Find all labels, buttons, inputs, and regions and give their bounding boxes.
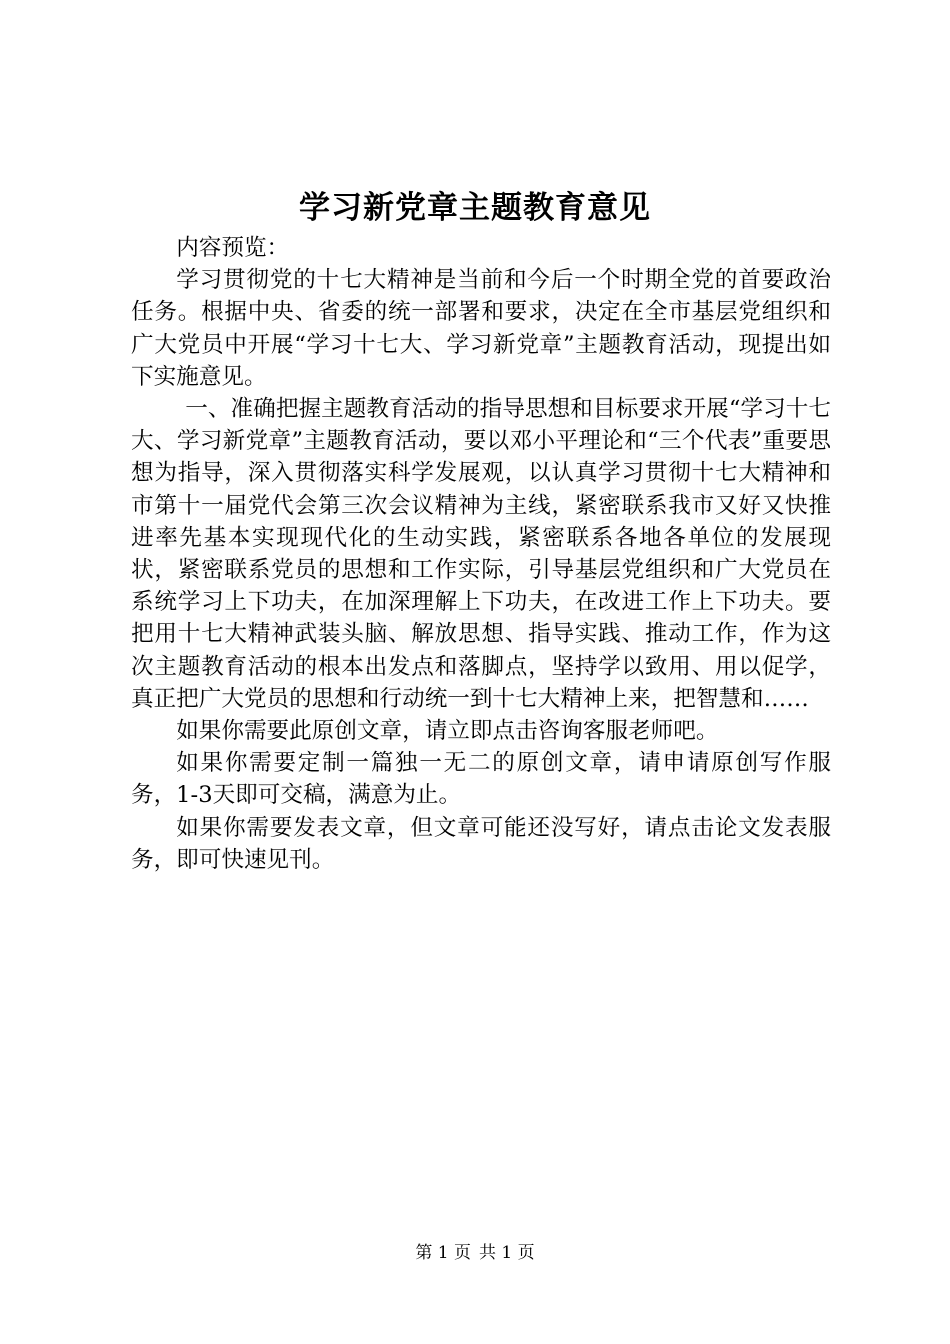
intro-paragraph: 学习贯彻党的十七大精神是当前和今后一个时期全党的首要政治任务。根据中央、省委的统一部署和要求，决定在全市基层党组织和广大党员中开展“学习十七大、学习新党章”主题教育活动，现提出如下实施意见。 <box>131 267 831 390</box>
document-title: 学习新党章主题教育意见 <box>299 190 651 226</box>
preview-label: 内容预览： <box>176 235 290 261</box>
page-total: 共 1 页 <box>479 1243 535 1263</box>
publish-paragraph: 如果你需要发表文章，但文章可能还没写好，请点击论文发表服务，即可快速见刊。 <box>131 814 831 873</box>
custom-writing-paragraph: 如果你需要定制一篇独一无二的原创文章，请申请原创写作服务，1-3天即可交稿，满意为止。 <box>131 750 831 809</box>
page-footer <box>0 1241 950 1265</box>
document-body <box>131 232 831 876</box>
consult-paragraph: 如果你需要此原创文章，请立即点击咨询客服老师吧。 <box>176 718 719 745</box>
section-one-paragraph: 一、准确把握主题教育活动的指导思想和目标要求开展“学习十七大、学习新党章”主题教育活动，要以邓小平理论和“三个代表”重要思想为指导，深入贯彻落实科学发展观，以认真学习贯彻十七大精神和市第十一届党代会第三次会议精神为主线，紧密联系我市又好又快推进率先基本实现现代化的生动实践，紧密联系各地各单位的发展现状，紧密联系党员的思想和工作实际，引导基层党组织和广大党员在系统学习上下功夫，在加深理解上下功夫，在改进工作上下功夫。要把用十七大精神武装头脑、解放思想、指导实践、推动工作，作为这次主题教育活动的根本出发点和落脚点，坚持学以致用、用以促学，真正把广大党员的思想和行动统一到十七大精神上来，把智慧和…… <box>131 396 831 712</box>
page-number: 第 1 页 <box>415 1243 471 1263</box>
